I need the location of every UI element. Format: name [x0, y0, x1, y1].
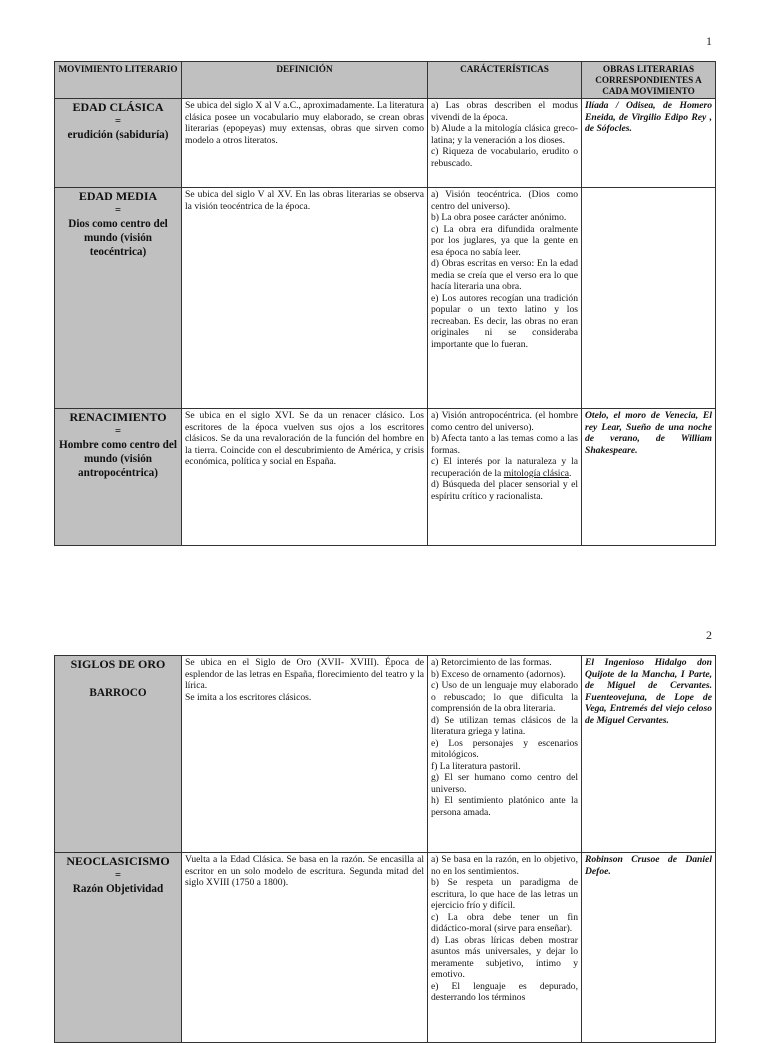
movement-cell [55, 656, 182, 853]
characteristics-cell [428, 853, 582, 1043]
characteristics-cell [428, 188, 582, 409]
movement-equals: = [115, 116, 121, 128]
movement-subtitle: Hombre como centro del mundo (visión antropocéntrica) [59, 439, 177, 480]
characteristic-item: e) Los autores recogían una tradición popular o un texto latino y los recreaban. Es decir, las obras no eran originales ni se consideraba importante que lo fueran. [431, 292, 578, 350]
works-cell: El Ingenioso Hidalgo don Quijote de la Mancha, I Parte, de Miguel de Cervantes. Fuenteovejuna, de Lope de Vega, Entremés del viejo celoso de Miguel Cervantes. [582, 656, 716, 853]
table-header-row [55, 62, 716, 99]
movement-name: EDAD MEDIA [78, 189, 158, 204]
characteristic-item: d) Las obras líricas deben mostrar asuntos más universales, y dejar lo meramente subjetivo, íntimo y emotivo. [431, 934, 578, 980]
movement-cell [55, 409, 182, 546]
characteristic-item: c) Uso de un lenguaje muy elaborado o rebuscado; lo que dificulta la comprensión de la obra literaria. [431, 680, 578, 714]
header-movimiento: MOVIMIENTO LITERARIO [55, 62, 182, 99]
movement-name: SIGLOS DE ORO [70, 657, 166, 671]
definition-text: Se imita a los escritores clásicos. [185, 691, 312, 703]
characteristic-item: b) Afecta tanto a las temas como a las formas. [431, 433, 578, 456]
characteristic-item: b) Exceso de ornamento (adornos). [431, 668, 566, 680]
table-row [55, 409, 716, 546]
movement-name: RENACIMIENTO [69, 410, 167, 425]
movement-name: EDAD CLÁSICA [72, 100, 164, 115]
movement-equals: = [115, 426, 121, 438]
characteristic-item: e) Los personajes y escenarios mitológicos. [431, 737, 578, 760]
characteristic-item [431, 456, 578, 479]
characteristic-item: a) Retorcimiento de las formas. [431, 657, 552, 668]
works-cell: Robinson Crusoe de Daniel Defoe. [582, 853, 716, 1043]
movement-cell [55, 99, 182, 188]
definition-cell: Se ubica del siglo X al V a.C., aproximadamente. La literatura clásica posee un vocabulario muy elaborado, se crean obras literarias (epopeyas) muy extensas, obras que sirven como modelo a otros literatos. [182, 99, 428, 188]
characteristic-item: c) La obra debe tener un fin didáctico-moral (sirve para enseñar). [431, 911, 578, 934]
characteristic-item: b) La obra posee carácter anónimo. [431, 212, 567, 224]
characteristic-item: a) Visión teocéntrica. (Dios como centro del universo). [431, 189, 578, 212]
movement-equals: = [115, 870, 121, 881]
characteristic-item: h) El sentimiento platónico ante la persona amada. [431, 795, 578, 818]
header-definicion: DEFINICIÓN [182, 62, 428, 99]
header-obras: OBRAS LITERARIAS CORRESPONDIENTES A CADA MOVIMIENTO [582, 62, 716, 99]
movement-subtitle: Razón Objetividad [72, 883, 164, 896]
characteristic-item: g) El ser humano como centro del universo. [431, 772, 578, 795]
characteristic-item: c) Riqueza de vocabulario, erudito o rebuscado. [431, 146, 578, 169]
definition-cell: Se ubica del siglo V al XV. En las obras literarias se observa la visión teocéntrica de la época. [182, 188, 428, 409]
table-row [55, 188, 716, 409]
movement-equals: = [115, 205, 121, 217]
table-row [55, 656, 716, 853]
period: . [569, 467, 572, 479]
characteristics-cell [428, 656, 582, 853]
underlined-term: mitología clásica [503, 467, 569, 479]
characteristic-item: e) El lenguaje es depurado, desterrando los términos [431, 980, 578, 1003]
characteristic-item: d) Búsqueda del placer sensorial y el espíritu crítico y racionalista. [431, 479, 578, 502]
characteristic-item: a) Se basa en la razón, en lo objetivo, no en los sentimientos. [431, 854, 578, 877]
characteristic-item: b) Alude a la mitología clásica greco- latina; y la veneración a los dioses. [431, 123, 578, 146]
movement-subtitle: Dios como centro del mundo (visión teocéntrica) [68, 218, 168, 259]
works-cell: Ilíada / Odisea, de Homero Eneida, de Virgilio Edipo Rey , de Sófocles. [582, 99, 716, 188]
characteristic-item: b) Se respeta un paradigma de escritura, lo que hace de las letras un ejercicio frío y difícil. [431, 877, 578, 911]
characteristic-item: d) Obras escritas en verso: En la edad media se creía que el verso era lo que hacía literaria una obra. [431, 258, 578, 293]
literary-movements-table [54, 655, 716, 1043]
characteristic-item: a) Las obras describen el modus vivendi de la época. [431, 100, 578, 123]
characteristic-item: a) Visión antropocéntrica. (el hombre como centro del universo). [431, 410, 578, 433]
definition-cell: Vuelta a la Edad Clásica. Se basa en la razón. Se encasilla al escritor en un solo modelo de escritura. Segunda mitad del siglo XVIII (1750 a 1800). [182, 853, 428, 1043]
header-caracteristicas: CARÁCTERÍSTICAS [428, 62, 582, 99]
movement-subtitle: BARROCO [89, 687, 147, 699]
definition-cell: Se ubica en el siglo XVI. Se da un renacer clásico. Los escritores de la época vuelven sus ojos a los escritores clásicos. Se da una revaloración de la función del hombre en la tierra. Coincide con el descubrimiento de América, y crisis económica, política y social en España. [182, 409, 428, 546]
definition-cell [182, 656, 428, 853]
page-number: 1 [706, 34, 712, 48]
works-cell: Otelo, el moro de Venecia, El rey Lear, Sueño de una noche de verano, de William Shakespeare. [582, 409, 716, 546]
characteristic-item: f) La literatura pastoril. [431, 760, 521, 772]
table-row [55, 853, 716, 1043]
movement-cell [55, 188, 182, 409]
characteristic-item: c) La obra era difundida oralmente por los juglares, ya que la gente en esa época no sabía leer. [431, 223, 578, 258]
table-row [55, 99, 716, 188]
page-2 [0, 600, 768, 1024]
characteristic-text: c) El interés por la naturaleza y la recuperación de la [431, 456, 578, 479]
characteristics-cell [428, 99, 582, 188]
definition-text: Se ubica en el Siglo de Oro (XVII- XVIII). Época de esplendor de las letras en España, florecimiento del teatro y la lírica. [185, 657, 424, 691]
characteristic-item: d) Se utilizan temas clásicos de la literatura griega y latina. [431, 714, 578, 737]
characteristics-cell [428, 409, 582, 546]
movement-subtitle: erudición (sabiduría) [67, 129, 169, 142]
movement-name: NEOCLASICISMO [66, 854, 170, 868]
works-cell [582, 188, 716, 409]
page-number: 2 [706, 628, 712, 642]
literary-movements-table [54, 61, 716, 546]
movement-cell [55, 853, 182, 1043]
